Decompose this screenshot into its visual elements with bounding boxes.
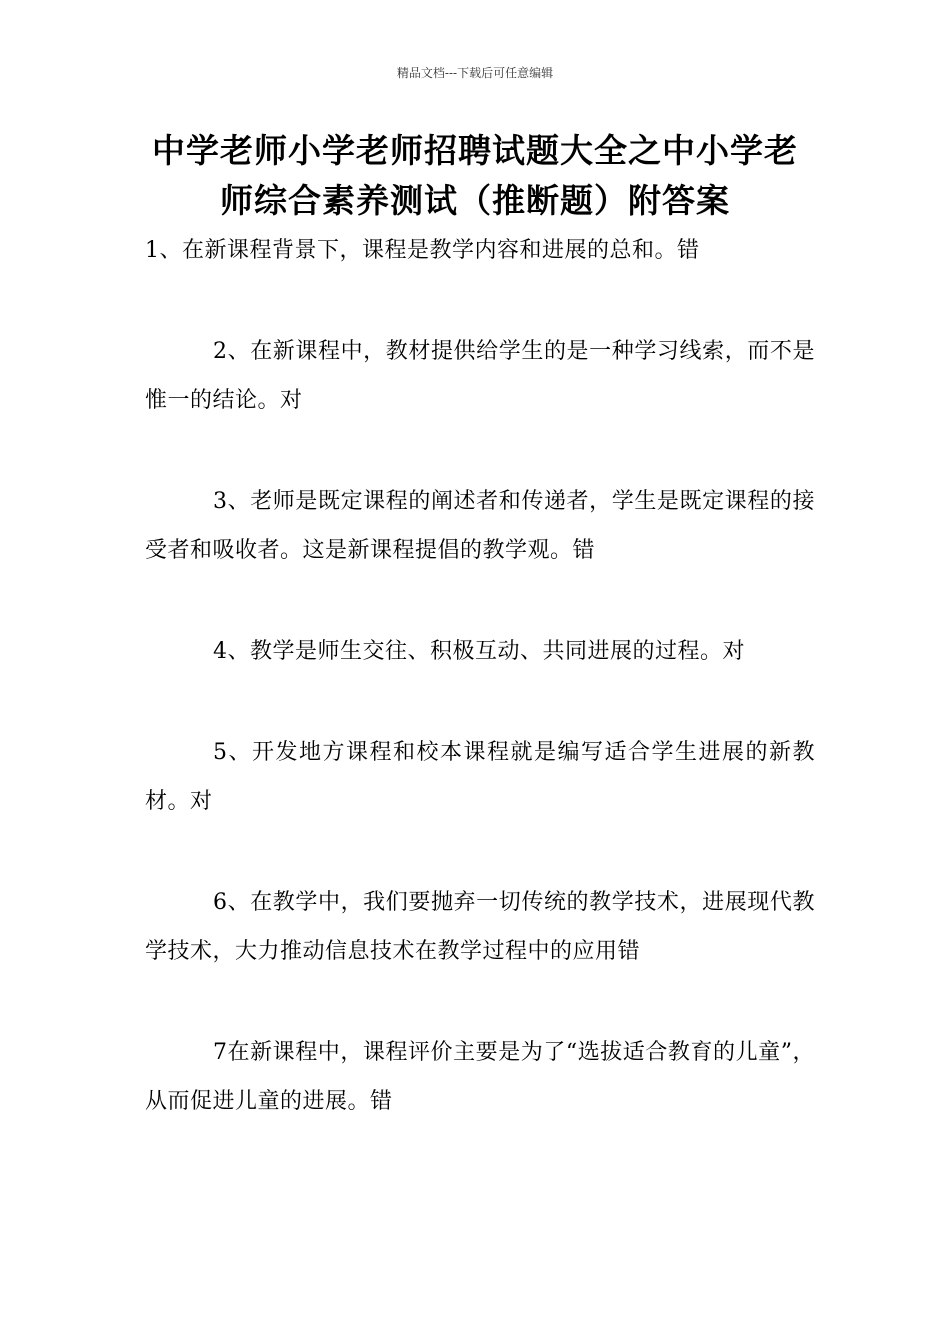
page-header-note: 精品文档---下载后可任意编辑 <box>396 66 554 80</box>
question-list <box>145 226 815 1126</box>
question-item-4: 4、教学是师生交往、积极互动、共同进展的过程。对 <box>213 639 745 664</box>
question-item-3: 3、老师是既定课程的阐述者和传递者，学生是既定课程的接受者和吸收者。这是新课程提倡的教学观。错 <box>145 489 815 563</box>
question-item-1: 1、在新课程背景下，课程是教学内容和进展的总和。错 <box>145 238 700 263</box>
question-item-5: 5、开发地方课程和校本课程就是编写适合学生进展的新教材。对 <box>145 740 815 814</box>
question-item-2: 2、在新课程中，教材提供给学生的是一种学习线索，而不是惟一的结论。对 <box>145 339 815 413</box>
question-item-6: 6、在教学中，我们要抛弃一切传统的教学技术，进展现代教学技术，大力推动信息技术在教学过程中的应用错 <box>145 890 815 964</box>
question-item-7: 7在新课程中，课程评价主要是为了“选拔适合教育的儿童”，从而促进儿童的进展。错 <box>145 1040 815 1114</box>
document-title: 中学老师小学老师招聘试题大全之中小学老师综合素养测试（推断题）附答案 <box>152 131 798 220</box>
